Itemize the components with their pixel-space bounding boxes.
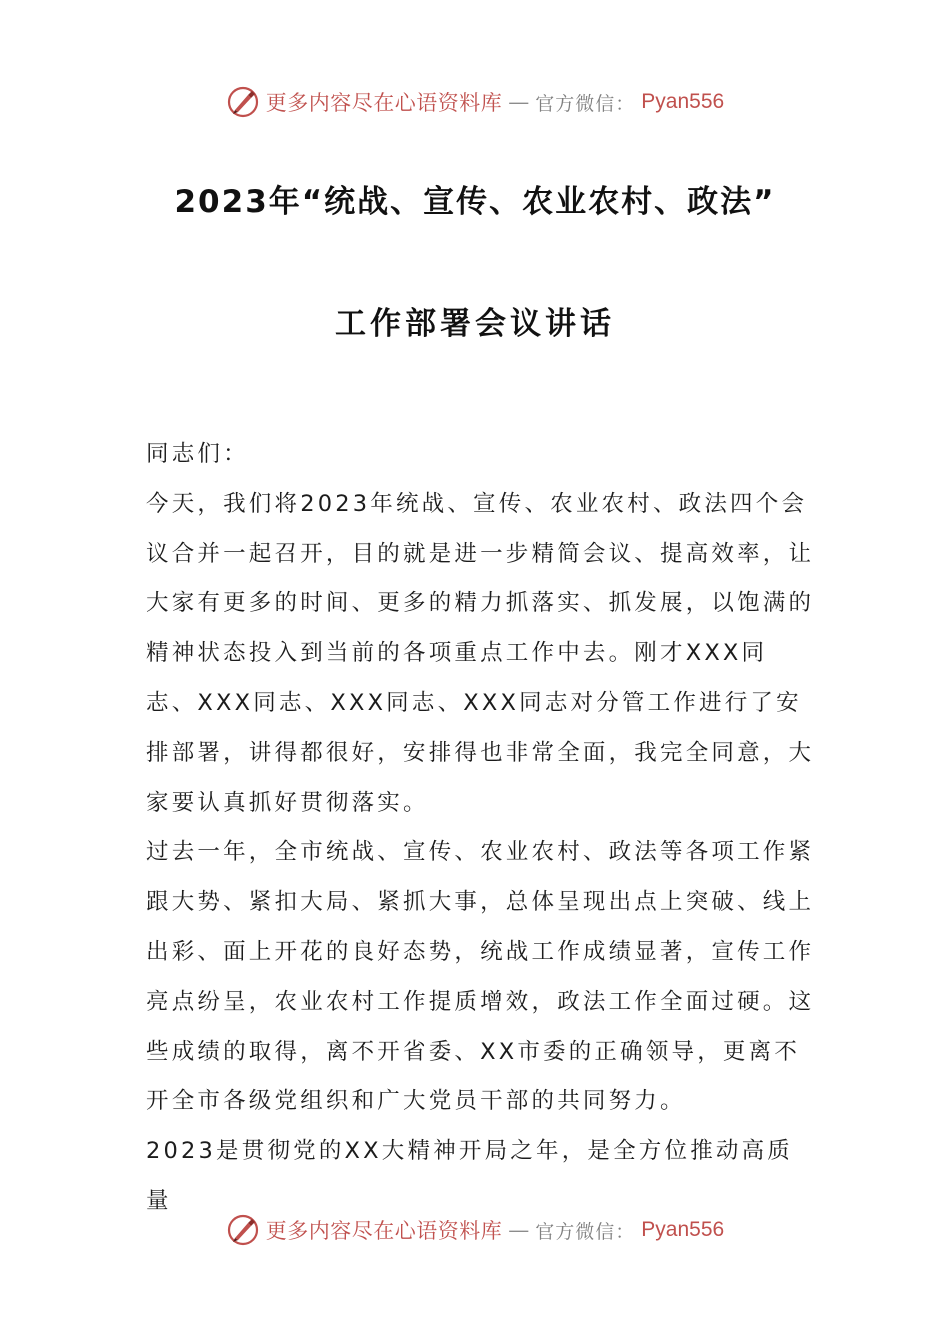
document-body xyxy=(146,430,818,1227)
pen-logo-icon xyxy=(226,1213,260,1247)
banner-wechat-id: Pyan556 xyxy=(641,90,725,113)
paragraph-3: 2023是贯彻党的XX大精神开局之年，是全方位推动高质量 xyxy=(146,1138,793,1214)
salutation: 同志们： xyxy=(146,441,249,467)
footer-banner xyxy=(0,1210,950,1250)
header-banner xyxy=(0,82,950,122)
pen-logo-icon xyxy=(226,85,260,119)
banner-dash: — xyxy=(508,90,530,114)
paragraph-2: 过去一年，全市统战、宣传、农业农村、政法等各项工作紧跟大势、紧扣大局、紧抓大事，总体呈现出点上突破、线上出彩、面上开花的良好态势，统战工作成绩显著，宣传工作亮点纷呈，农业农村工作提质增效，政法工作全面过硬。这些成绩的取得，离不开省委、XX市委的正确领导，更离不开全市各级党组织和广大党员干部的共同努力。 xyxy=(146,839,815,1115)
banner-wechat-label: 官方微信： xyxy=(535,92,636,115)
document-title-line-1: 2023年“统战、宣传、农业农村、政法” xyxy=(174,184,776,220)
banner-text: 更多内容尽在心语资料库 xyxy=(265,91,503,115)
banner-text: 更多内容尽在心语资料库 xyxy=(265,1219,503,1243)
banner-wechat-label: 官方微信： xyxy=(535,1220,636,1243)
document-title-line-2: 工作部署会议讲话 xyxy=(335,306,615,342)
banner-wechat-id: Pyan556 xyxy=(641,1218,725,1241)
banner-dash: — xyxy=(508,1218,530,1242)
paragraph-1: 今天，我们将2023年统战、宣传、农业农村、政法四个会议合并一起召开，目的就是进一步精简会议、提高效率，让大家有更多的时间、更多的精力抓落实、抓发展，以饱满的精神状态投入到当前的各项重点工作中去。刚才XXX同志、XXX同志、XXX同志、XXX同志对分管工作进行了安排部署，讲得都很好，安排得也非常全面，我完全同意，大家要认真抓好贯彻落实。 xyxy=(146,490,815,816)
